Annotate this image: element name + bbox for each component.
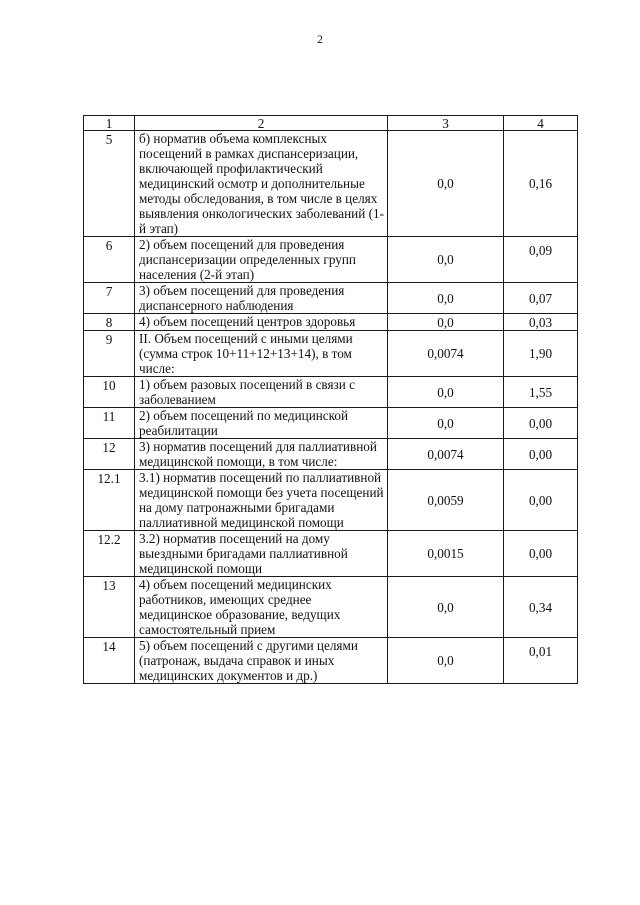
table-row [84,331,578,377]
row-description: 3) объем посещений для проведения диспансерного наблюдения [135,283,388,314]
row-description: 3.1) норматив посещений по паллиативной медицинской помощи без учета посещений на дому патронажными бригадами паллиативной медицинской помощи [135,470,388,531]
row-value-col3: 0,0 [388,377,504,408]
row-number: 12.1 [84,470,135,531]
row-number: 6 [84,237,135,283]
row-value-col3: 0,0 [388,237,504,283]
table-row [84,283,578,314]
table-row [84,577,578,638]
row-number: 13 [84,577,135,638]
row-value-col4: 0,16 [504,131,578,237]
table-row [84,377,578,408]
row-value-col4: 0,00 [504,470,578,531]
row-value-col4: 1,90 [504,331,578,377]
row-value-col3: 0,0074 [388,331,504,377]
row-value-col3: 0,0 [388,408,504,439]
row-description: 2) объем посещений для проведения диспансеризации определенных групп населения (2-й этап) [135,237,388,283]
row-value-col3: 0,0 [388,314,504,331]
table-row [84,314,578,331]
table-row [84,638,578,684]
row-value-col3: 0,0 [388,131,504,237]
norms-table [83,115,578,684]
row-value-col4: 0,03 [504,314,578,331]
table-header-row [84,116,578,131]
table-row [84,408,578,439]
row-value-col3: 0,0 [388,577,504,638]
row-value-col4: 0,01 [504,638,578,684]
row-value-col4: 0,00 [504,531,578,577]
table-row [84,131,578,237]
row-description: 5) объем посещений с другими целями (патронаж, выдача справок и иных медицинских документов и др.) [135,638,388,684]
row-number: 12.2 [84,531,135,577]
row-description: 1) объем разовых посещений в связи с заболеванием [135,377,388,408]
row-value-col3: 0,0059 [388,470,504,531]
row-number: 9 [84,331,135,377]
header-col-1: 1 [84,116,135,131]
row-description: 2) объем посещений по медицинской реабилитации [135,408,388,439]
row-description: II. Объем посещений с иными целями (сумма строк 10+11+12+13+14), в том числе: [135,331,388,377]
row-number: 11 [84,408,135,439]
row-description: б) норматив объема комплексных посещений в рамках диспансеризации, включающей профилактический медицинский осмотр и дополнительные методы обследования, в том числе в целях выявления онкологических заболеваний (1-й этап) [135,131,388,237]
header-col-2: 2 [135,116,388,131]
table-row [84,531,578,577]
row-value-col3: 0,0015 [388,531,504,577]
row-value-col3: 0,0 [388,283,504,314]
page-number: 2 [317,32,323,46]
row-value-col3: 0,0074 [388,439,504,470]
row-description: 3.2) норматив посещений на дому выездными бригадами паллиативной медицинской помощи [135,531,388,577]
row-description: 3) норматив посещений для паллиативной медицинской помощи, в том числе: [135,439,388,470]
row-number: 14 [84,638,135,684]
row-number: 8 [84,314,135,331]
row-description: 4) объем посещений медицинских работников, имеющих среднее медицинское образование, ведущих самостоятельный прием [135,577,388,638]
table-row [84,470,578,531]
row-number: 12 [84,439,135,470]
row-value-col3: 0,0 [388,638,504,684]
row-value-col4: 0,07 [504,283,578,314]
row-value-col4: 0,34 [504,577,578,638]
row-value-col4: 0,00 [504,439,578,470]
row-number: 7 [84,283,135,314]
row-value-col4: 0,00 [504,408,578,439]
row-value-col4: 0,09 [504,237,578,283]
table-row [84,439,578,470]
row-value-col4: 1,55 [504,377,578,408]
row-number: 10 [84,377,135,408]
table-row [84,237,578,283]
row-description: 4) объем посещений центров здоровья [135,314,388,331]
header-col-3: 3 [388,116,504,131]
header-col-4: 4 [504,116,578,131]
row-number: 5 [84,131,135,237]
